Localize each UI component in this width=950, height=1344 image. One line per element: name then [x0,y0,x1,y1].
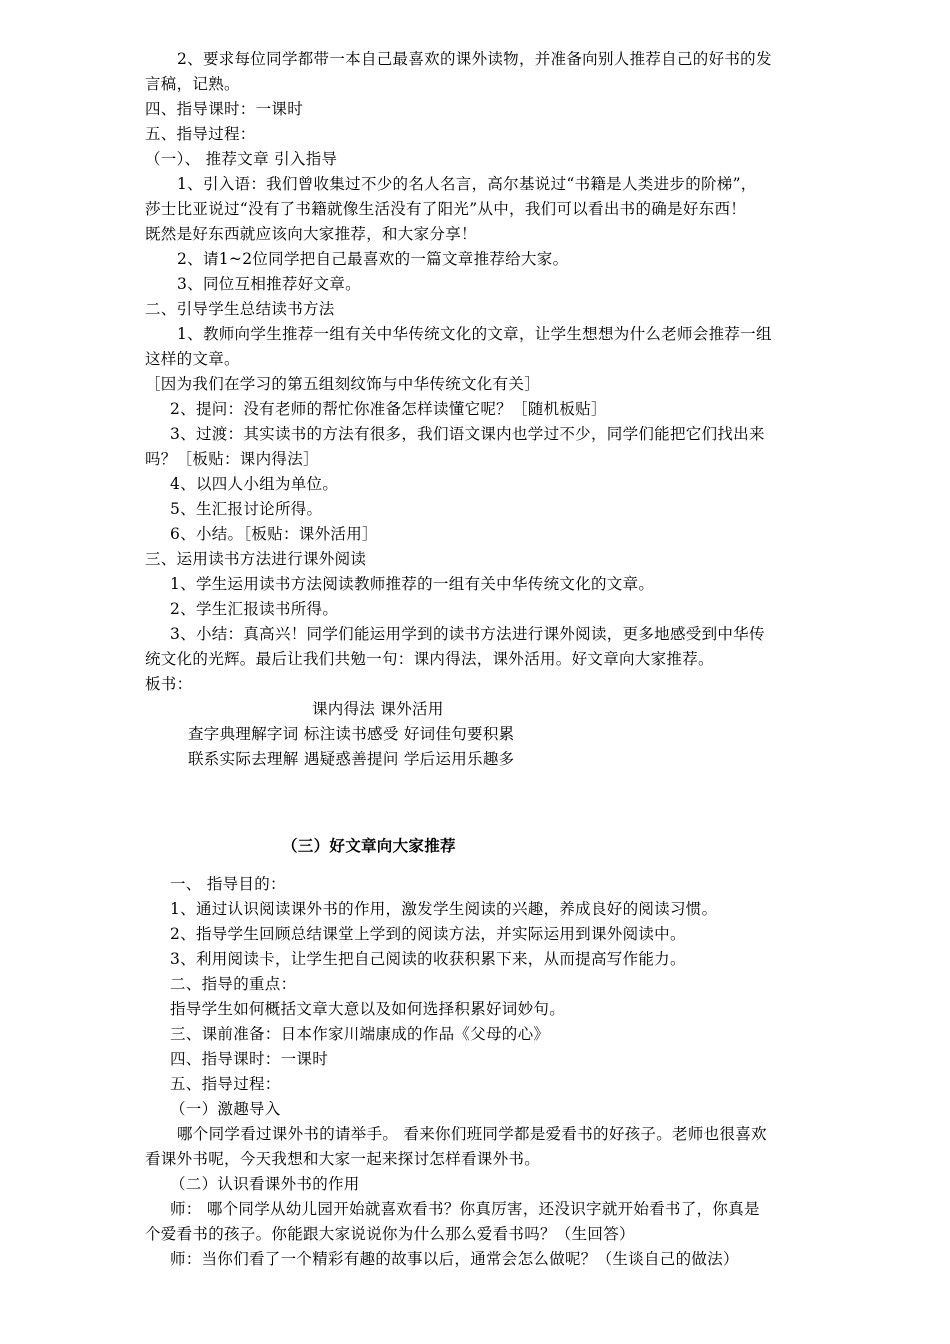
text-line: 看课外书呢，今天我想和大家一起来探讨怎样看课外书。 [145,1150,541,1168]
text-line: 三、运用读书方法进行课外阅读 [145,550,367,568]
text-line: 1、学生运用读书方法阅读教师推荐的一组有关中华传统文化的文章。 [170,575,655,593]
text-line: 统文化的光辉。最后让我们共勉一句：课内得法，课外活用。好文章向大家推荐。 [145,650,714,668]
text-line: 二、引导学生总结读书方法 [145,300,335,318]
text-line: 4、以四人小组为单位。 [170,475,339,493]
text-line: 3、同位互相推荐好文章。 [177,275,361,293]
text-line: 2、指导学生回顾总结课堂上学到的阅读方法，并实际运用到课外阅读中。 [170,925,686,943]
text-line: 2、提问：没有老师的帮忙你准备怎样读懂它呢？［随机板贴］ [170,400,607,418]
text-line: 四、指导课时：一课时 [170,1050,329,1068]
text-line: 言稿，记熟。 [145,75,240,93]
text-line: （一）、 推荐文章 引入指导 [145,150,338,168]
text-line: 五、指导过程： [170,1075,281,1093]
text-line: 哪个同学看过课外书的请举手。 看来你们班同学都是爱看书的好孩子。老师也很喜欢 [177,1125,767,1143]
text-line: 五、指导过程： [145,125,256,143]
text-line: 二、指导的重点： [170,975,297,993]
text-line: 1、教师向学生推荐一组有关中华传统文化的文章，让学生想想为什么老师会推荐一组 [177,325,772,343]
text-line: 3、小结：真高兴！同学们能运用学到的读书方法进行课外阅读，更多地感受到中华传 [170,625,765,643]
text-line: 指导学生如何概括文章大意以及如何选择积累好词妙句。 [170,1000,566,1018]
text-line: 一、 指导目的： [170,875,286,893]
text-line: ［因为我们在学习的第五组刻纹饰与中华传统文化有关］ [145,375,541,393]
text-line: 吗？［板贴：课内得法］ [145,450,319,468]
text-line: 2、要求每位同学都带一本自己最喜欢的课外读物，并准备向别人推荐自己的好书的发 [177,50,772,68]
section-title: （三）好文章向大家推荐 [282,836,456,855]
text-line: 2、学生汇报读书所得。 [170,600,339,618]
board-title: 课内得法 课外活用 [312,700,444,718]
text-line: 这样的文章。 [145,350,240,368]
text-line: 师： 哪个同学从幼儿园开始就喜欢看书？你真厉害，还没识字就开始看书了，你真是 [170,1200,760,1218]
text-line: 6、小结。［板贴：课外活用］ [170,525,378,543]
text-line: 三、课前准备：日本作家川端康成的作品《父母的心》 [170,1025,550,1043]
text-line: 1、通过认识阅读课外书的作用，激发学生阅读的兴趣，养成良好的阅读习惯。 [170,900,718,918]
text-line: 师：当你们看了一个精彩有趣的故事以后，通常会怎么做呢？（生谈自己的做法） [170,1250,739,1268]
board-row: 查字典理解字词 标注读书感受 好词佳句要积累 [188,725,515,743]
text-line: 莎士比亚说过“没有了书籍就像生活没有了阳光”从中，我们可以看出书的确是好东西！ [145,200,747,218]
text-line: 既然是好东西就应该向大家推荐，和大家分享！ [145,225,477,243]
text-line: 3、过渡：其实读书的方法有很多，我们语文课内也学过不少，同学们能把它们找出来 [170,425,765,443]
text-line: 个爱看书的孩子。你能跟大家说说你为什么那么爱看书吗？（生回答） [145,1225,635,1243]
text-line: 板书： [145,675,193,693]
text-line: 2、请1~2位同学把自己最喜欢的一篇文章推荐给大家。 [177,250,569,268]
text-line: （一）激趣导入 [170,1100,281,1118]
text-line: 5、生汇报讨论所得。 [170,500,323,518]
text-line: （二）认识看课外书的作用 [170,1175,360,1193]
text-line: 四、指导课时：一课时 [145,100,304,118]
board-row: 联系实际去理解 遇疑惑善提问 学后运用乐趣多 [188,750,515,768]
text-line: 1、引入语：我们曾收集过不少的名人名言，高尔基说过“书籍是人类进步的阶梯”， [177,175,757,193]
text-line: 3、利用阅读卡，让学生把自己阅读的收获积累下来，从而提高写作能力。 [170,950,686,968]
